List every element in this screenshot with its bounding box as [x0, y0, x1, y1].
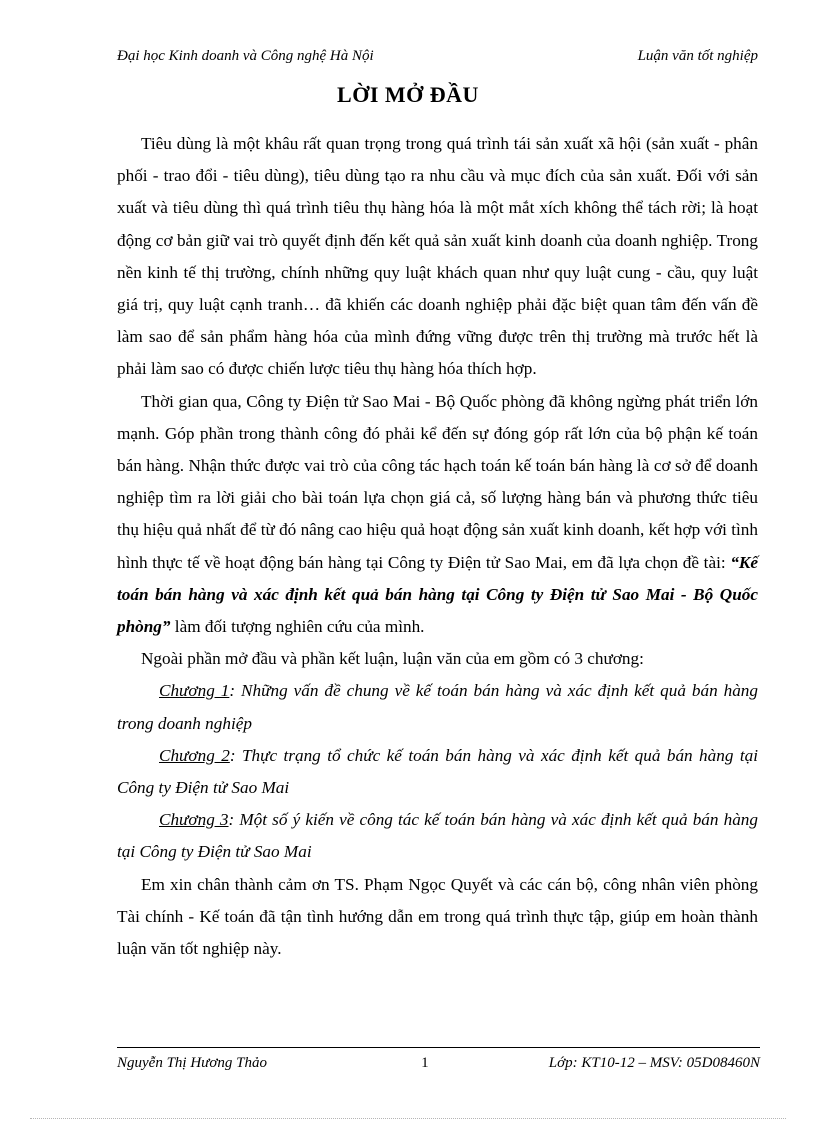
page-footer	[117, 1055, 760, 1072]
page-header	[117, 48, 758, 65]
chapter-item-2	[117, 740, 758, 804]
page-number: 1	[421, 1055, 429, 1071]
topic-lead-text: Thời gian qua, Công ty Điện tử Sao Mai - Bộ Quốc phòng đã không ngừng phát triển lớn mạnh. Góp phần trong thành công đó phải kể đến sự đóng góp rất lớn của bộ phận kế toán bán hàng. Nhận thức được vai trò của công tác hạch toán kế toán bán hàng là cơ sở để doanh nghiệp tìm ra lời giải cho bài toán lựa chọn giá cả, số lượng hàng bán và phương thức tiêu thụ hiệu quả nhất để từ đó nâng cao hiệu quả hoạt động sản xuất kinh doanh, kết hợp với tình hình thực tế về hoạt động bán hàng tại Công ty Điện tử Sao Mai, em đã lựa chọn đề tài:	[117, 391, 758, 572]
thesis-topic: “Kế toán bán hàng và xác định kết quả bán hàng tại Công ty Điện tử Sao Mai - Bộ Quốc phòng”	[117, 552, 758, 637]
topic-tail-text: làm đối tượng nghiên cứu của mình.	[170, 617, 425, 637]
chapter-item-1	[117, 675, 758, 739]
chapter-item-3	[117, 804, 758, 868]
paragraph-structure: Ngoài phần mở đầu và phần kết luận, luận văn của em gồm có 3 chương:	[141, 649, 644, 669]
chapter-description: : Một số ý kiến về công tác kế toán bán hàng và xác định kết quả bán hàng tại Công ty Điện tử Sao Mai	[117, 810, 758, 862]
chapter-label: Chương 3	[159, 810, 229, 830]
paragraph-topic	[117, 386, 758, 644]
header-doc-type: Luận văn tốt nghiệp	[637, 48, 758, 64]
chapter-label: Chương 1	[159, 681, 230, 701]
footer-divider	[117, 1047, 760, 1048]
footer-class-code: Lớp: KT10-12 – MSV: 05D08460N	[548, 1055, 760, 1071]
page-bottom-border	[30, 1118, 786, 1119]
chapter-label: Chương 2	[159, 745, 230, 765]
footer-author: Nguyễn Thị Hương Thảo	[117, 1055, 267, 1071]
paragraph-acknowledgement: Em xin chân thành cảm ơn TS. Phạm Ngọc Quyết và các cán bộ, công nhân viên phòng Tài chính - Kế toán đã tận tình hướng dẫn em trong quá trình thực tập, giúp em hoàn thành luận văn tốt nghiệp này.	[117, 874, 758, 959]
chapter-description: : Thực trạng tổ chức kế toán bán hàng và xác định kết quả bán hàng tại Công ty Điện tử Sao Mai	[117, 745, 758, 798]
document-body	[117, 128, 758, 965]
header-university: Đại học Kinh doanh và Công nghệ Hà Nội	[117, 48, 374, 64]
paragraph-intro: Tiêu dùng là một khâu rất quan trọng trong quá trình tái sản xuất xã hội (sản xuất - phân phối - trao đổi - tiêu dùng), tiêu dùng tạo ra nhu cầu và mục đích của sản xuất. Đối với sản xuất và tiêu dùng thì quá trình tiêu thụ hàng hóa là một mắt xích không thể tách rời; là hoạt động cơ bản giữ vai trò quyết định đến kết quả sản xuất kinh doanh của doanh nghiệp. Trong nền kinh tế thị trường, chính những quy luật khách quan như quy luật cung - cầu, quy luật giá trị, quy luật cạnh tranh… đã khiến các doanh nghiệp phải đặc biệt quan tâm đến vấn đề làm sao để sản phẩm hàng hóa của mình đứng vững được trên thị trường mà trước hết là phải làm sao có được chiến lược tiêu thụ hàng hóa thích hợp.	[117, 134, 758, 379]
page-title: LỜI MỞ ĐẦU	[337, 82, 479, 107]
chapter-description: : Những vấn đề chung về kế toán bán hàng và xác định kết quả bán hàng trong doanh nghiệp	[117, 681, 758, 733]
